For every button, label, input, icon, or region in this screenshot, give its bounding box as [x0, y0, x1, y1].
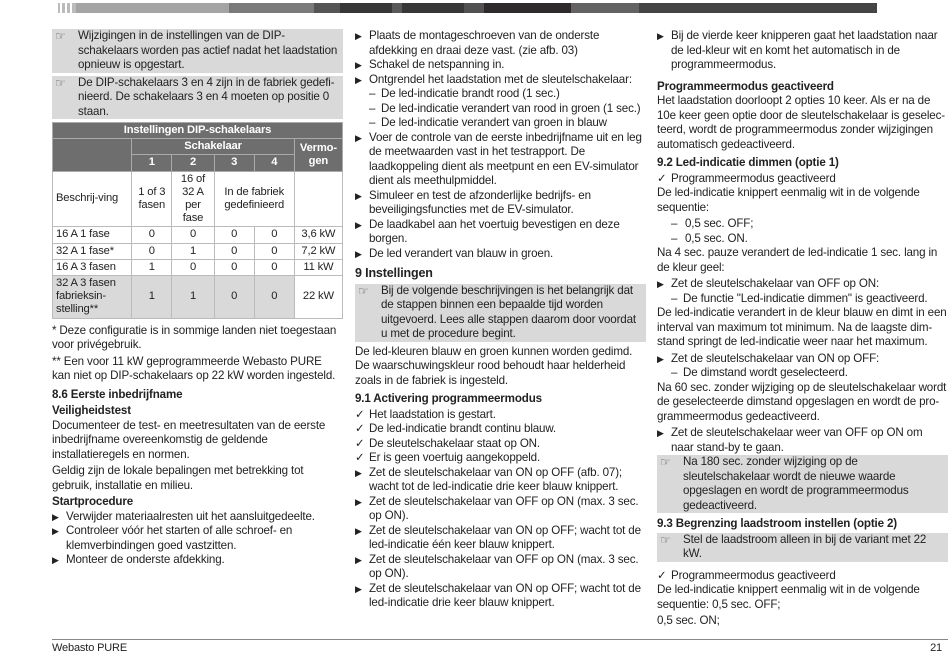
step-item	[355, 466, 646, 495]
arrow-bullet-icon: ▶	[355, 132, 362, 143]
switch-number: 1	[132, 155, 172, 171]
desc-power	[294, 171, 342, 227]
bold-heading	[52, 404, 343, 419]
header-color-bar	[28, 3, 950, 13]
result-item	[355, 116, 646, 131]
sequence-item	[657, 232, 948, 247]
block-text: Zet de sleutelschakelaar van ON op OFF (afb. 07); wacht tot de led-indicatie drie keer blauw knippert.	[369, 465, 622, 493]
color-bar-segment	[28, 3, 58, 13]
block-text: Stel de laadstroom alleen in bij de variant met 22 kW.	[683, 532, 927, 560]
block-text: Monteer de onderste afdekking.	[66, 553, 225, 567]
result-item	[355, 87, 646, 102]
dip-switch-table	[52, 122, 343, 319]
precondition-item	[657, 569, 948, 584]
step-item	[355, 73, 646, 88]
row-label: 32 A 3 fasen fabrieksin-stelling**	[53, 276, 132, 319]
switch-value: 0	[254, 227, 294, 243]
block-text: Schakel de netspanning in.	[369, 58, 505, 71]
checkmark-icon: ✓	[355, 451, 365, 464]
paragraph	[657, 381, 948, 425]
arrow-bullet-icon: ▶	[355, 31, 362, 41]
color-bar-segment	[571, 3, 639, 13]
paragraph	[657, 583, 948, 612]
switch-number: 4	[254, 155, 294, 171]
step-item	[52, 553, 343, 568]
color-bar-segment	[484, 3, 571, 13]
switch-value: 1	[132, 276, 172, 319]
step-item	[355, 189, 646, 218]
dash-bullet-icon: –	[671, 291, 678, 305]
arrow-bullet-icon: ▶	[657, 31, 664, 41]
power-value: 7,2 kW	[294, 243, 342, 259]
switch-value: 1	[172, 243, 214, 259]
table-row	[53, 227, 343, 243]
dash-bullet-icon: –	[671, 231, 678, 245]
table-title: Instellingen DIP-schakelaars	[53, 123, 343, 139]
arrow-bullet-icon: ▶	[52, 555, 59, 566]
note-box	[657, 455, 948, 513]
block-text: Zet de sleutelschakelaar van OFF op ON (max. 3 sec. op ON).	[369, 494, 639, 522]
block-text: Verwijder materiaalresten uit het aansluitgedeelte.	[66, 509, 315, 523]
arrow-bullet-icon: ▶	[355, 583, 362, 594]
switch-value: 0	[214, 259, 254, 275]
arrow-bullet-icon: ▶	[355, 248, 362, 259]
power-header: Vermo-gen	[294, 139, 342, 171]
step-item	[355, 29, 646, 58]
checkmark-icon: ✓	[657, 171, 667, 185]
switch-value: 0	[254, 259, 294, 275]
block-text: Er is geen voertuig aangekoppeld.	[369, 451, 541, 464]
step-item	[657, 29, 948, 73]
precondition-item	[355, 451, 646, 466]
block-text: 8.6 Eerste inbedrijfname	[52, 387, 183, 401]
dash-bullet-icon: –	[671, 217, 678, 230]
block-text: Zet de sleutelschakelaar van ON op OFF; wacht tot de led-indicatie één keer blauw knippert.	[369, 523, 641, 551]
arrow-bullet-icon: ▶	[355, 74, 362, 85]
paragraph	[657, 186, 948, 215]
step-item	[657, 426, 948, 455]
column-left	[52, 29, 343, 568]
switch-value: 0	[172, 259, 214, 275]
step-item	[355, 131, 646, 189]
block-text: De dimstand wordt geselecteerd.	[683, 366, 848, 379]
table-row	[53, 243, 343, 259]
pointing-hand-icon: ☞	[358, 283, 369, 298]
block-text: Na 4 sec. pauze verandert de led-indicatie 1 sec. lang in de kleur geel:	[657, 246, 938, 274]
paragraph	[52, 419, 343, 463]
precondition-item	[355, 437, 646, 452]
bold-heading	[657, 80, 948, 95]
note-box	[52, 29, 343, 73]
step-item	[355, 582, 646, 611]
switch-value: 1	[132, 259, 172, 275]
block-text: Het laadstation doorloopt 2 opties 10 keer. Als er na de 10e keer geen optie door de sleutelschakelaar is geselecteerd, wordt de programmeermodus zonder wijzigingen automatisch gedeactiveerd.	[657, 94, 946, 151]
subsection-heading	[657, 517, 948, 532]
block-text: 9 Instellingen	[355, 266, 433, 280]
step-item	[657, 277, 948, 292]
block-text: De led-kleuren blauw en groen kunnen worden gedimd. De waarschuwingskleur rood behoudt haar helderheid zoals in de fabriek is ingesteld.	[355, 344, 633, 387]
switch-number: 2	[172, 155, 214, 171]
block-text: Controleer vóór het starten of alle schroef- en klemverbindingen goed vastzitten.	[66, 524, 293, 552]
color-bar-segment	[639, 3, 877, 13]
desc-switch-3-4: In de fabriek gedefinieerd	[214, 171, 294, 227]
paragraph	[52, 324, 343, 353]
precondition-item	[355, 422, 646, 437]
arrow-bullet-icon: ▶	[52, 526, 59, 537]
block-text: De led-indicatie verandert van rood in groen (1 sec.)	[381, 101, 641, 115]
subsection-heading	[657, 156, 948, 171]
checkmark-icon: ✓	[657, 568, 667, 582]
block-text: Plaats de montageschroeven van de onderste afdekking en draai deze vast. (zie afb. 03)	[369, 29, 600, 57]
switch-number: 3	[214, 155, 254, 171]
step-item	[355, 247, 646, 262]
row-label: 16 A 1 fase	[53, 227, 132, 243]
result-item	[657, 292, 948, 307]
dash-bullet-icon: –	[369, 116, 376, 129]
table-row	[53, 259, 343, 275]
result-item	[657, 366, 948, 381]
block-text: De laadkabel aan het voertuig bevestigen en deze borgen.	[369, 217, 620, 245]
arrow-bullet-icon: ▶	[355, 190, 362, 201]
power-value: 22 kW	[294, 276, 342, 319]
paragraph	[52, 464, 343, 493]
block-text: Geldig zijn de lokale bepalingen met betrekking tot gebruik, installatie en milieu.	[52, 464, 304, 492]
arrow-bullet-icon: ▶	[355, 496, 362, 507]
pointing-hand-icon: ☞	[55, 29, 66, 43]
step-item	[52, 524, 343, 553]
step-item	[355, 495, 646, 524]
block-text: Bij de volgende beschrijvingen is het belangrijk dat de stappen binnen een bepaalde tijd worden uitgevoerd. Lees alle stappen daarom door voordat u met de procedure begint.	[381, 283, 636, 340]
column-middle	[355, 29, 646, 611]
block-text: Simuleer en test de afzonderlijke bedrijfs- en beveiligingsfuncties met de EV-simulator.	[369, 188, 591, 216]
checkmark-icon: ✓	[355, 436, 365, 450]
pointing-hand-icon: ☞	[660, 455, 671, 469]
block-text: Ontgrendel het laadstation met de sleutelschakelaar:	[369, 72, 632, 86]
block-text: 9.2 Led-indicatie dimmen (optie 1)	[657, 156, 839, 169]
checkmark-icon: ✓	[355, 407, 365, 421]
column-right	[657, 29, 948, 631]
paragraph	[355, 345, 646, 389]
block-text: Bij de vierde keer knipperen gaat het laadstation naar de led-kleur wit en komt het automatisch in de programmeermodus.	[671, 29, 938, 71]
block-text: De led-indicatie brandt continu blauw.	[369, 422, 557, 435]
switch-value: 1	[172, 276, 214, 319]
table-row	[53, 276, 343, 319]
block-text: De led-indicatie knippert eenmalig wit in de volgende sequentie: 0,5 sec. OFF;	[657, 583, 920, 611]
sequence-item	[657, 217, 948, 232]
note-box	[52, 76, 343, 120]
switch-value: 0	[254, 243, 294, 259]
block-text: ** Een voor 11 kW geprogrammeerde Webasto PURE kan niet op DIP-schakelaars op 22 kW worden ingesteld.	[52, 354, 336, 383]
pointing-hand-icon: ☞	[660, 532, 671, 547]
note-box	[657, 533, 948, 562]
switch-value: 0	[214, 227, 254, 243]
precondition-item	[657, 172, 948, 187]
note-box	[355, 284, 646, 342]
switch-header: Schakelaar	[132, 139, 295, 155]
paragraph	[52, 355, 343, 384]
arrow-bullet-icon: ▶	[657, 428, 664, 438]
desc-switch-2: 16 of 32 A per fase	[172, 171, 214, 227]
arrow-bullet-icon: ▶	[355, 467, 362, 478]
subsection-heading	[52, 388, 343, 403]
power-value: 11 kW	[294, 259, 342, 275]
block-text: Wijzigingen in de instellingen van de DIP-schakelaars worden pas actief nadat het laadstation opnieuw is opgestart.	[78, 29, 338, 71]
block-text: Zet de sleutelschakelaar weer van OFF op ON om naar stand-by te gaan.	[671, 426, 923, 454]
color-bar-segment	[464, 3, 484, 13]
step-item	[355, 553, 646, 582]
desc-switch-1: 1 of 3 fasen	[132, 171, 172, 227]
switch-value: 0	[132, 243, 172, 259]
pointing-hand-icon: ☞	[55, 75, 66, 90]
switch-value: 0	[172, 227, 214, 243]
arrow-bullet-icon: ▶	[657, 353, 664, 364]
block-text: Zet de sleutelschakelaar van OFF op ON (max. 3 sec. op ON).	[369, 552, 639, 580]
block-text: 9.1 Activering programmeermodus	[355, 392, 542, 405]
paragraph	[657, 246, 948, 275]
step-item	[52, 510, 343, 525]
table-corner	[53, 139, 132, 171]
step-item	[355, 218, 646, 247]
block-text: Zet de sleutelschakelaar van OFF op ON:	[671, 277, 880, 290]
block-text: De led-indicatie verandert in de kleur blauw en dimt in een interval van maximum tot minimum. Na de laagste dimstand springt de led-indicatie weer naar het maximum.	[657, 306, 947, 348]
arrow-bullet-icon: ▶	[52, 511, 59, 522]
block-text: Na 180 sec. zonder wijziging op de sleutelschakelaar wordt de nieuwe waarde opgeslagen en wordt de programmeermodus gedeactiveerd.	[683, 455, 909, 512]
step-item	[355, 58, 646, 73]
color-bar-segment	[392, 3, 402, 13]
section-heading	[355, 266, 646, 281]
color-bar-segment	[340, 3, 393, 13]
desc-label: Beschrij-ving	[53, 171, 132, 227]
paragraph	[657, 614, 948, 629]
footer-divider	[52, 639, 948, 640]
arrow-bullet-icon: ▶	[355, 60, 362, 70]
block-text: 0,5 sec. OFF;	[685, 217, 754, 230]
arrow-bullet-icon: ▶	[355, 525, 362, 536]
block-text: Startprocedure	[52, 495, 134, 509]
paragraph	[657, 94, 948, 152]
block-text: Programmeermodus geactiveerd	[671, 568, 836, 582]
result-item	[355, 102, 646, 117]
row-label: 16 A 3 fasen	[53, 259, 132, 275]
step-item	[355, 524, 646, 553]
switch-value: 0	[254, 276, 294, 319]
page-number: 21	[930, 642, 942, 654]
switch-value: 0	[214, 243, 254, 259]
arrow-bullet-icon: ▶	[657, 279, 664, 289]
block-text: Documenteer de test- en meetresultaten van de eerste inbedrijfname overeenkomstig de geldende installatieregels en normen.	[52, 418, 326, 461]
bold-heading	[52, 495, 343, 510]
color-bar-segment	[314, 3, 340, 13]
power-value: 3,6 kW	[294, 227, 342, 243]
dash-bullet-icon: –	[369, 87, 376, 100]
footer-title: Webasto PURE	[52, 642, 128, 654]
subsection-heading	[355, 392, 646, 407]
block-text: 9.3 Begrenzing laadstroom instellen (optie 2)	[657, 517, 897, 530]
block-text: Programmeermodus geactiveerd	[671, 171, 836, 185]
block-text: Zet de sleutelschakelaar van ON op OFF:	[671, 351, 880, 365]
arrow-bullet-icon: ▶	[355, 219, 362, 230]
switch-value: 0	[214, 276, 254, 319]
block-text: Programmeermodus geactiveerd	[657, 79, 834, 93]
block-text: 0,5 sec. ON;	[657, 614, 720, 627]
block-text: De led-indicatie verandert van groen in blauw	[381, 116, 607, 129]
block-text: * Deze configuratie is in sommige landen niet toegestaan voor privégebruik.	[52, 323, 337, 352]
switch-value: 0	[132, 227, 172, 243]
block-text: De led-indicatie knippert eenmalig wit in de volgende sequentie:	[657, 186, 920, 214]
paragraph	[657, 306, 948, 350]
dash-bullet-icon: –	[671, 366, 678, 379]
color-bar-segment	[402, 3, 463, 13]
precondition-item	[355, 408, 646, 423]
color-bar-segment	[76, 3, 229, 13]
block-text: Voer de controle van de eerste inbedrijfname uit en leg de meetwaarden vast in het testrapport. De laadkoppeling dient als meetpunt en een EV-simulator dient als meethulpmiddel.	[369, 130, 642, 187]
checkmark-icon: ✓	[355, 422, 365, 435]
color-bar-segment	[229, 3, 314, 13]
arrow-bullet-icon: ▶	[355, 554, 362, 565]
step-item	[657, 352, 948, 367]
block-text: Veiligheidstest	[52, 404, 131, 418]
block-text: De functie "Led-indicatie dimmen" is geactiveerd.	[683, 291, 928, 305]
block-text: Na 60 sec. zonder wijziging op de sleutelschakelaar wordt de geselecteerde dimstand opgeslagen en wordt de programmeermodus gedeactiveerd.	[657, 380, 947, 423]
block-text: De DIP-schakelaars 3 en 4 zijn in de fabriek gedefinieerd. De schakelaars 3 en 4 moeten op positie 0 staan.	[78, 75, 335, 118]
block-text: 0,5 sec. ON.	[685, 231, 748, 245]
block-text: De led verandert van blauw in groen.	[369, 246, 554, 260]
block-text: Het laadstation is gestart.	[369, 407, 496, 421]
block-text: De led-indicatie brandt rood (1 sec.)	[381, 87, 560, 100]
block-text: De sleutelschakelaar staat op ON.	[369, 436, 540, 450]
dash-bullet-icon: –	[369, 101, 376, 115]
row-label: 32 A 1 fase*	[53, 243, 132, 259]
block-text: Zet de sleutelschakelaar van ON op OFF; wacht tot de led-indicatie drie keer blauw knippert.	[369, 581, 641, 609]
